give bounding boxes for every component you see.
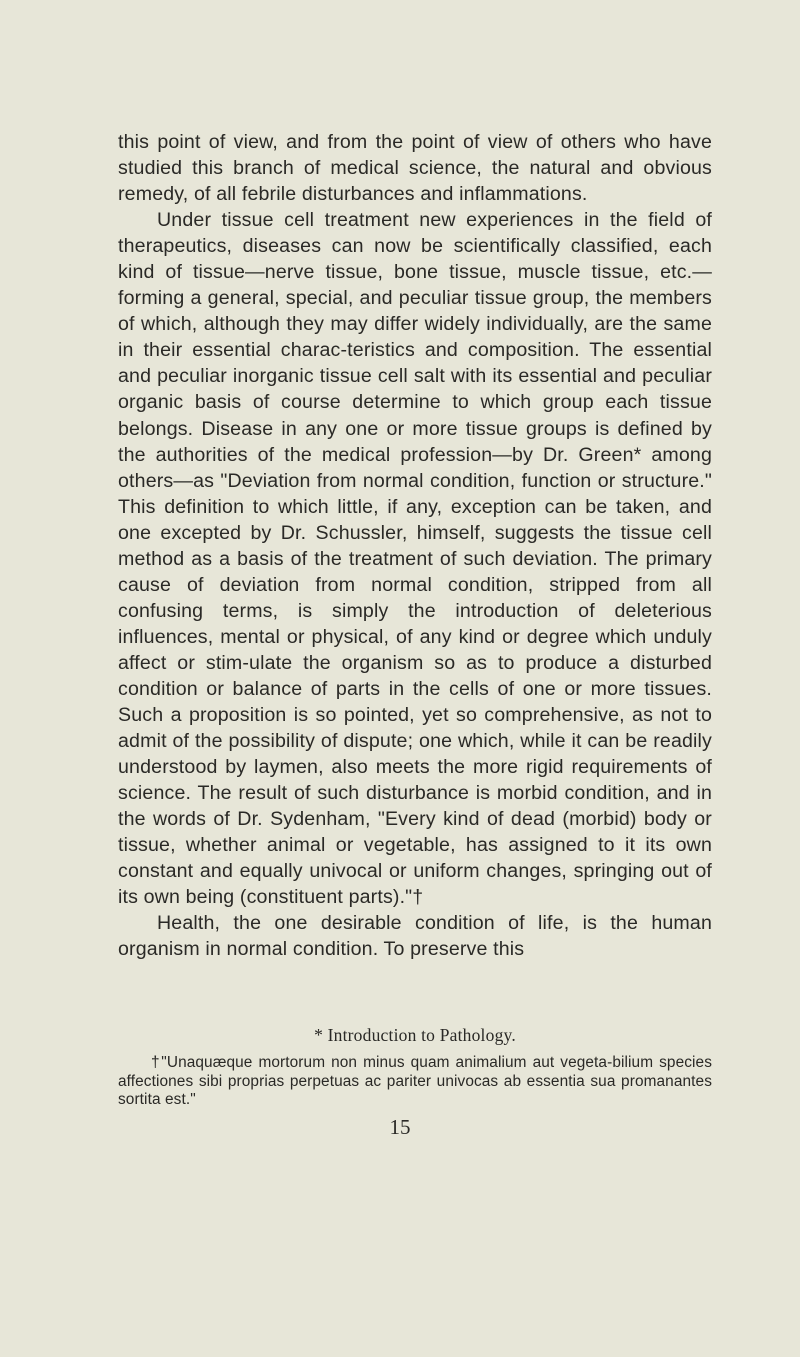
footnote-dagger: †"Unaquæque mortorum non minus quam animalium aut vegeta-bilium species affectiones sibi proprias perpetuas ac pariter univocas ab essentia sua promanantes sortita est." <box>118 1054 712 1108</box>
body-text <box>118 129 712 963</box>
footnotes <box>118 1024 712 1110</box>
paragraph-continuation: this point of view, and from the point of view of others who have studied this branch of medical science, the natural and obvious remedy, of all febrile disturbances and inflammations. <box>118 131 712 206</box>
paragraph-tissue-cell-treatment: Under tissue cell treatment new experiences in the field of therapeutics, diseases can now be scientifically classified, each kind of tissue—nerve tissue, bone tissue, muscle tissue, etc.—forming a general, special, and peculiar tissue group, the members of which, although they may differ widely individually, are the same in their essential charac-teristics and composition. The essential and peculiar inorganic tissue cell salt with its essential and peculiar organic basis of course determine to which group each tissue belongs. Disease in any one or more tissue groups is defined by the authorities of the medical profession—by Dr. Green* among others—as "Deviation from normal condition, function or structure." This definition to which little, if any, exception can be taken, and one excepted by Dr. Schussler, himself, suggests the tissue cell method as a basis of the treatment of such deviation. The primary cause of deviation from normal condition, stripped from all confusing terms, is simply the introduction of deleterious influences, mental or physical, of any kind or degree which unduly affect or stim-ulate the organism so as to produce a disturbed condition or balance of parts in the cells of one or more tissues. Such a proposition is so pointed, yet so comprehensive, as not to admit of the possibility of dispute; one which, while it can be readily understood by laymen, also meets the more rigid requirements of science. The result of such disturbance is morbid condition, and in the words of Dr. Sydenham, "Every kind of dead (morbid) body or tissue, whether animal or vegetable, has assigned to it its own constant and equally univocal or uniform changes, springing out of its own being (constituent parts)."† <box>118 209 712 909</box>
paragraph-health: Health, the one desirable condition of life, is the human organism in normal condition. To preserve this <box>118 912 712 961</box>
page-number: 15 <box>389 1115 411 1139</box>
footnote-asterisk: * Introduction to Pathology. <box>314 1025 516 1045</box>
